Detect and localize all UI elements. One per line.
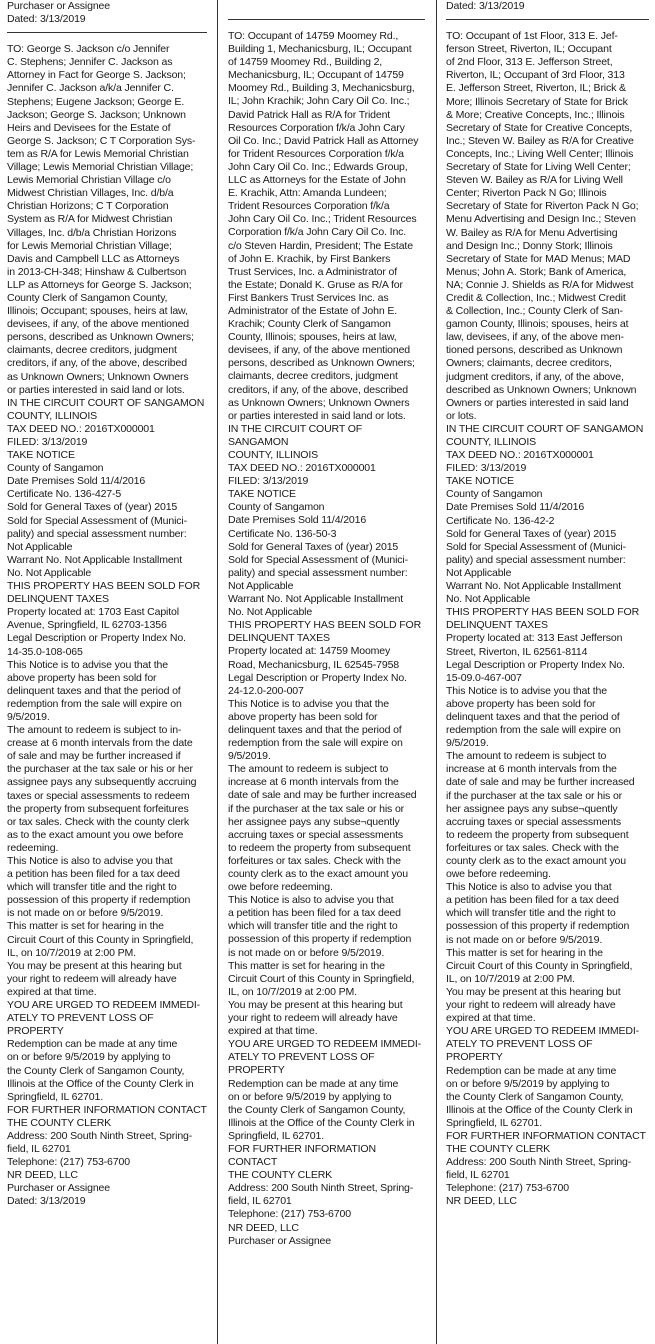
presence-notice: You may be present at this hearing but your right to redeem will already have expired at that time. <box>7 959 182 998</box>
case-header: IN THE CIRCUIT COURT OF SANGAMON COUNTY, ILLINOIS TAX DEED NO.: 2016TX000001 FILED: 3/13/2019 TAKE NOTICE County of Sangamon Date Premises Sold 11/4/2016 Certificate No. 136-42-2 Sold for General Taxes of (year) 2015 Sold for Special Assessment of (Munici- pality) and special assessment number: Not Applicable Warrant No. Not Applicable Installment No. Not Applicable THIS PROPERTY HAS BEEN SOLD FOR DELINQUENT TAXES <box>446 422 644 632</box>
urgent-notice: YOU ARE URGED TO REDEEM IMMEDI- ATELY TO PREVENT LOSS OF PROPERTY <box>228 1038 422 1077</box>
addressees: TO: George S. Jackson c/o Jennifer C. Stephens; Jennifer C. Jackson as Attorney in Fact for George S. Jackson; Jennifer C. Jackson a/k/a Jennifer C. Stephens; Eugene Jackson; George E. Jackson; George S. Jackson; Unknown Heirs and Devisees for the Estate of George S. Jackson; C T Corporation Sys- tem as R/A for Lewis Memorial Christian Village; Lewis Memorial Christian Village; Lewis Memorial Christian Village c/o Midwest Christian Villages, Inc. d/b/a Christian Horizons; C T Corporation System as R/A for Midwest Christian Villages, Inc. d/b/a Christian Horizons for Lewis Memorial Christian Village; Davis and Campbell LLC as Attorneys in 2013-CH-348; Hinshaw & Culbertson LLP as Attorneys for George S. Jackson; County Clerk of Sangamon County, Illinois; Occupant; spouses, heirs at law, devisees, if any, of the above mentioned persons, described as Unknown Owners; claimants, decree creditors, judgment creditors, if any, of the above, described as Unknown Owners; Unknown Owners or parties interested in said land or lots. <box>7 43 196 396</box>
redemption-amount-notice: The amount to redeem is subject to in- crease at 6 month intervals from the date of sale and may be further increased if the purchaser at the tax sale or his or her assignee pays any subsequently accruing taxes or special assessments to redeem the property from subsequent forfeitures or tax sales. Check with the county clerk as to the exact amount you owe before redeeming. <box>7 724 197 854</box>
property-info: Property located at: 313 East Jefferson Street, Riverton, IL 62561-8114 Legal Description or Property Index No. 15-09.0-467-007 <box>446 632 625 684</box>
case-header: IN THE CIRCUIT COURT OF SANGAMON COUNTY, ILLINOIS TAX DEED NO.: 2016TX000001 FILED: 3/13/2019 TAKE NOTICE County of Sangamon Date Premises Sold 11/4/2016 Certificate No. 136-50-3 Sold for General Taxes of (year) 2015 Sold for Special Assessment of (Munici- pality) and special assessment number: Not Applicable Warrant No. Not Applicable Installment No. Not Applicable THIS PROPERTY HAS BEEN SOLD FOR DELINQUENT TAXES <box>228 422 422 645</box>
notice-column-1 <box>7 0 207 1344</box>
addressees: TO: Occupant of 14759 Moomey Rd., Building 1, Mechanicsburg, IL; Occupant of 14759 Moomey Rd., Building 2, Mechanicsburg, IL; Occupant of 14759 Moomey Rd., Building 3, Mechanicsburg, IL; John Krachik; John Cary Oil Co. Inc.; David Patrick Hall as R/A for Trident Resources Corporation f/k/a John Cary Oil Co. Inc.; David Patrick Hall as Attorney for Trident Resources Corporation f/k/a John Cary Oil Co. Inc.; Edwards Group, LLC as Attorneys for the Estate of John E. Krachik, Attn: Amanda Lundeen; Trident Resources Corporation f/k/a John Cary Oil Co. Inc.; Trident Resources Corporation f/k/a John Cary Oil Co. Inc. c/o Steven Hardin, President; The Estate of John E. Krachik, by First Bankers Trust Services, Inc. a Administrator of the Estate; Donald K. Gruse as R/A for First Bankers Trust Services Inc. as Administrator of the Estate of John E. Krachik; County Clerk of Sangamon County, Illinois; spouses, heirs at law, devisees, if any, of the above mentioned persons, described as Unknown Owners; claimants, decree creditors, judgment creditors, if any, of the above, described as Unknown Owners; Unknown Owners or parties interested in said land or lots. <box>228 30 419 422</box>
property-info: Property located at: 14759 Moomey Road, Mechanicsburg, IL 62545-7958 Legal Description or Property Index No. 24-12.0-200-007 <box>228 645 407 697</box>
case-header: IN THE CIRCUIT COURT OF SANGAMON COUNTY, ILLINOIS TAX DEED NO.: 2016TX000001 FILED: 3/13/2019 TAKE NOTICE County of Sangamon Date Premises Sold 11/4/2016 Certificate No. 136-427-5 Sold for General Taxes of (year) 2015 Sold for Special Assessment of (Munici- pality) and special assessment number: Not Applicable Warrant No. Not Applicable Installment No. Not Applicable THIS PROPERTY HAS BEEN SOLD FOR DELINQUENT TAXES <box>7 396 205 606</box>
notice-column-2 <box>228 0 425 1344</box>
urgent-notice: YOU ARE URGED TO REDEEM IMMEDI- ATELY TO PREVENT LOSS OF PROPERTY <box>446 1025 640 1064</box>
contact-info: FOR FURTHER INFORMATION CONTACT THE COUNTY CLERK Address: 200 South Ninth Street, Spring- field, IL 62701 Telephone: (217) 753-6700 NR DEED, LLC Purchaser or Assignee Dated: 3/13/2019 <box>7 1103 207 1208</box>
sale-notice: This Notice is to advise you that the above property has been sold for delinquent taxes and that the period of redemption from the sale will expire on 9/5/2019. <box>228 697 403 763</box>
addressees: TO: Occupant of 1st Floor, 313 E. Jef- ferson Street, Riverton, IL; Occupant of 2nd Floor, 313 E. Jefferson Street, Riverton, IL; Occupant of 3rd Floor, 313 E. Jefferson Street, Riverton, IL; Brick & More; Illinois Secretary of State for Brick & More; Creative Concepts, Inc.; Illinois Secretary of State for Creative Concepts, Inc.; Steven W. Bailey as R/A for Creative Concepts, Inc.; Living Well Center; Illinois Secretary of State for Living Well Center; Steven W. Bailey as R/A for Living Well Center; Riverton Pack N Go; Illinois Secretary of State for Riverton Pack N Go; Menu Advertising and Design Inc.; Steven W. Bailey as R/A for Menu Advertising and Design Inc.; Donny Stork; Illinois Secretary of State for MAD Menus; MAD Menus; John A. Stork; Bank of America, NA; Connie J. Shields as R/A for Midwest Credit & Collection, Inc.; Midwest Credit & Collection, Inc.; County Clerk of San- gamon County, Illinois; spouses, heirs at law, devisees, if any, of the above men- tioned persons, described as Unknown Owners; claimants, decree creditors, judgment creditors, if any, of the above, described as Unknown Owners; Unknown Owners or parties interested in said land or lots. <box>446 30 639 422</box>
urgent-notice: YOU ARE URGED TO REDEEM IMMEDI- ATELY TO PREVENT LOSS OF PROPERTY <box>7 999 201 1038</box>
redemption-amount-notice: The amount to redeem is subject to increase at 6 month intervals from the date of sale and may be further increased if the purchaser at the tax sale or his or her assignee pays any subse¬quently accruing taxes or special assessments to redeem the property from subsequent forfeitures or tax sales. Check with the county clerk as to the exact amount you owe before redeeming. <box>446 750 635 881</box>
hearing-notice: This matter is set for hearing in the Circuit Court of this County in Springfield, IL, on 10/7/2019 at 2:00 PM. <box>446 946 633 985</box>
hearing-notice: This matter is set for hearing in the Circuit Court of this County in Springfield, IL, on 10/7/2019 at 2:00 PM. <box>228 959 415 998</box>
presence-notice: You may be present at this hearing but your right to redeem will already have expired at that time. <box>446 985 621 1025</box>
notice-column-3 <box>446 0 649 1344</box>
petition-notice: This Notice is also to advise you that a petition has been filed for a tax deed which will transfer title and the right to possession of this property if redemption is not made on or before 9/5/2019. <box>7 855 191 920</box>
previous-notice-date: Dated: 3/13/2019 <box>446 0 525 12</box>
contact-info: FOR FURTHER INFORMATION CONTACT THE COUNTY CLERK Address: 200 South Ninth Street, Spring- field, IL 62701 Telephone: (217) 753-6700 NR DEED, LLC Purchaser or Assignee <box>228 1142 414 1247</box>
contact-info: FOR FURTHER INFORMATION CONTACT THE COUNTY CLERK Address: 200 South Ninth Street, Spring- field, IL 62701 Telephone: (217) 753-6700 NR DEED, LLC <box>446 1129 646 1208</box>
notice-separator <box>228 19 425 20</box>
petition-notice: This Notice is also to advise you that a petition has been filed for a tax deed which will transfer title and the right to possession of this property if redemption is not made on or before 9/5/2019. <box>446 881 630 946</box>
sale-notice: This Notice is to advise you that the above property has been sold for delinquent taxes and that the period of redemption from the sale will expire on 9/5/2019. <box>446 684 621 750</box>
column-divider <box>436 0 437 1344</box>
column-divider <box>217 0 218 1344</box>
notice-separator <box>7 32 207 33</box>
presence-notice: You may be present at this hearing but your right to redeem will already have expired at that time. <box>228 998 403 1038</box>
redemption-instructions: Redemption can be made at any time on or before 9/5/2019 by applying to the County Clerk of Sangamon County, Illinois at the Office of the County Clerk in Springfield, IL 62701. <box>446 1064 633 1129</box>
redemption-instructions: Redemption can be made at any time on or before 9/5/2019 by applying to the County Clerk of Sangamon County, Illinois at the Office of the County Clerk in Springfield, IL 62701. <box>7 1038 194 1103</box>
hearing-notice: This matter is set for hearing in the Circuit Court of this County in Springfield, IL, on 10/7/2019 at 2:00 PM. <box>7 920 194 959</box>
redemption-amount-notice: The amount to redeem is subject to increase at 6 month intervals from the date of sale and may be further increased if the purchaser at the tax sale or his or her assignee pays any subse¬quently accruing taxes or special assessments to redeem the property from subsequent forfeitures or tax sales. Check with the county clerk as to the exact amount you owe before redeeming. <box>228 763 417 894</box>
petition-notice: This Notice is also to advise you that a petition has been filed for a tax deed which will transfer title and the right to possession of this property if redemption is not made on or before 9/5/2019. <box>228 894 412 959</box>
notice-separator <box>446 19 649 20</box>
redemption-instructions: Redemption can be made at any time on or before 9/5/2019 by applying to the County Clerk of Sangamon County, Illinois at the Office of the County Clerk in Springfield, IL 62701. <box>228 1077 415 1142</box>
property-info: Property located at: 1703 East Capitol Avenue, Springfield, IL 62703-1356 Legal Description or Property Index No. 14-35.0-108-065 <box>7 606 186 658</box>
sale-notice: This Notice is to advise you that the above property has been sold for delinquent taxes and that the period of redemption from the sale will expire on 9/5/2019. <box>7 658 182 723</box>
previous-notice-signature: Purchaser or Assignee Dated: 3/13/2019 <box>7 0 110 26</box>
